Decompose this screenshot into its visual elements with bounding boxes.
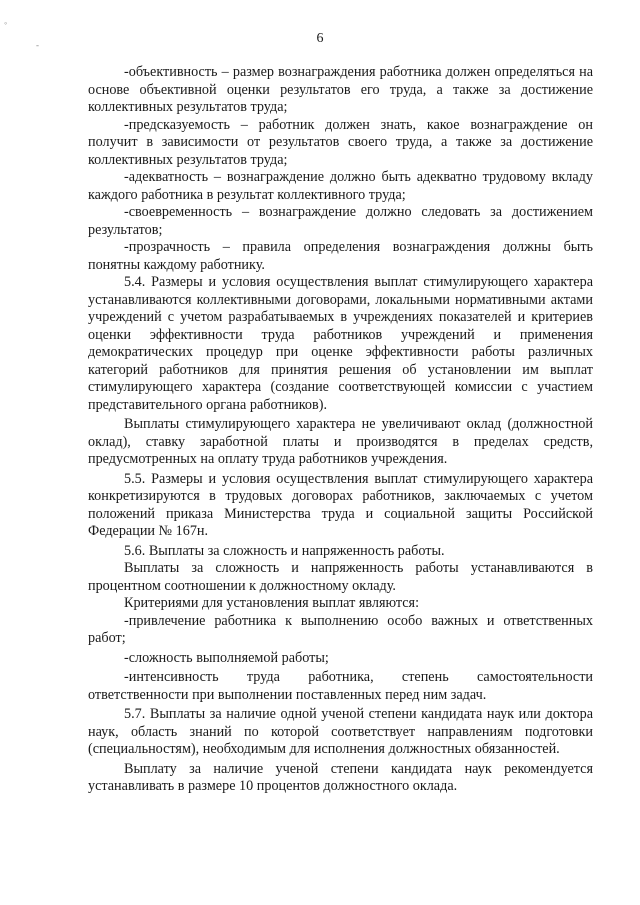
document-body — [88, 64, 593, 796]
page-number: 6 — [316, 31, 324, 46]
paragraph-adequacy: -адекватность – вознаграждение должно быть адекватно трудовому вкладу каждого работника в результат коллективного труда; — [88, 169, 593, 203]
paragraph-predictability: -предсказуемость – работник должен знать, какое вознаграждение он получит в зависимости от результатов своего труда, а также за достижение коллективных результатов труда; — [88, 116, 593, 168]
paragraph-degree-payment: Выплату за наличие ученой степени кандидата наук рекомендуется устанавливать в размере 10 процентов должностного оклада. — [88, 760, 593, 794]
paragraph-stimulating-payments: Выплаты стимулирующего характера не увеличивают оклад (должностной оклад), ставку заработной платы и производятся в пределах средств, предусмотренных на оплату труда работников учреждения. — [88, 416, 593, 467]
scan-mark-dash: - — [36, 40, 39, 50]
paragraph-5-6: 5.6. Выплаты за сложность и напряженность работы. — [124, 542, 445, 559]
paragraph-criterion-intensity: -интенсивность труда работника, степень самостоятельности ответственности при выполнении поставленных перед ним задач. — [88, 669, 593, 703]
paragraph-5-4: 5.4. Размеры и условия осуществления выплат стимулирующего характера устанавливаются коллективными договорами, локальными нормативными актами учреждений с учетом разрабатываемых в учреждениях показателей и критериев оценки эффективности труда работников учреждений и применения демократических процедур при оценке эффективности работы различных категорий работников для принятия решения об установлении им выплат стимулирующего характера (создание соответствующей комиссии с участием представительного органа работников). — [88, 274, 593, 413]
paragraph-5-7: 5.7. Выплаты за наличие одной ученой степени кандидата наук или доктора наук, область знаний по которой соответствует направлениям подготовки (специальностям), необходимым для исполнения должностных обязанностей. — [88, 706, 593, 757]
paragraph-timeliness: -своевременность – вознаграждение должно следовать за достижением результатов; — [88, 204, 593, 238]
paragraph-objectivity: -объективность – размер вознаграждения работника должен определяться на основе объективной оценки результатов его труда, а также за достижение коллективных результатов труда; — [88, 64, 593, 115]
paragraph-complexity-payments: Выплаты за сложность и напряженность работы устанавливаются в процентном соотношении к должностному окладу. — [88, 560, 593, 594]
paragraph-5-5: 5.5. Размеры и условия осуществления выплат стимулирующего характера конкретизируются в трудовых договорах работников, заключаемых с учетом положений приказа Министерства труда и социальной защиты Российской Федерации № 167н. — [88, 470, 593, 539]
paragraph-criteria: Критериями для установления выплат являются: — [124, 595, 420, 611]
paragraph-criterion-important-work: -привлечение работника к выполнению особо важных и ответственных работ; — [88, 612, 593, 646]
paragraph-criterion-complexity: -сложность выполняемой работы; — [124, 649, 329, 666]
paragraph-transparency: -прозрачность – правила определения вознаграждения должны быть понятны каждому работнику. — [88, 239, 593, 273]
scan-mark-dot: ◦ — [4, 18, 8, 28]
